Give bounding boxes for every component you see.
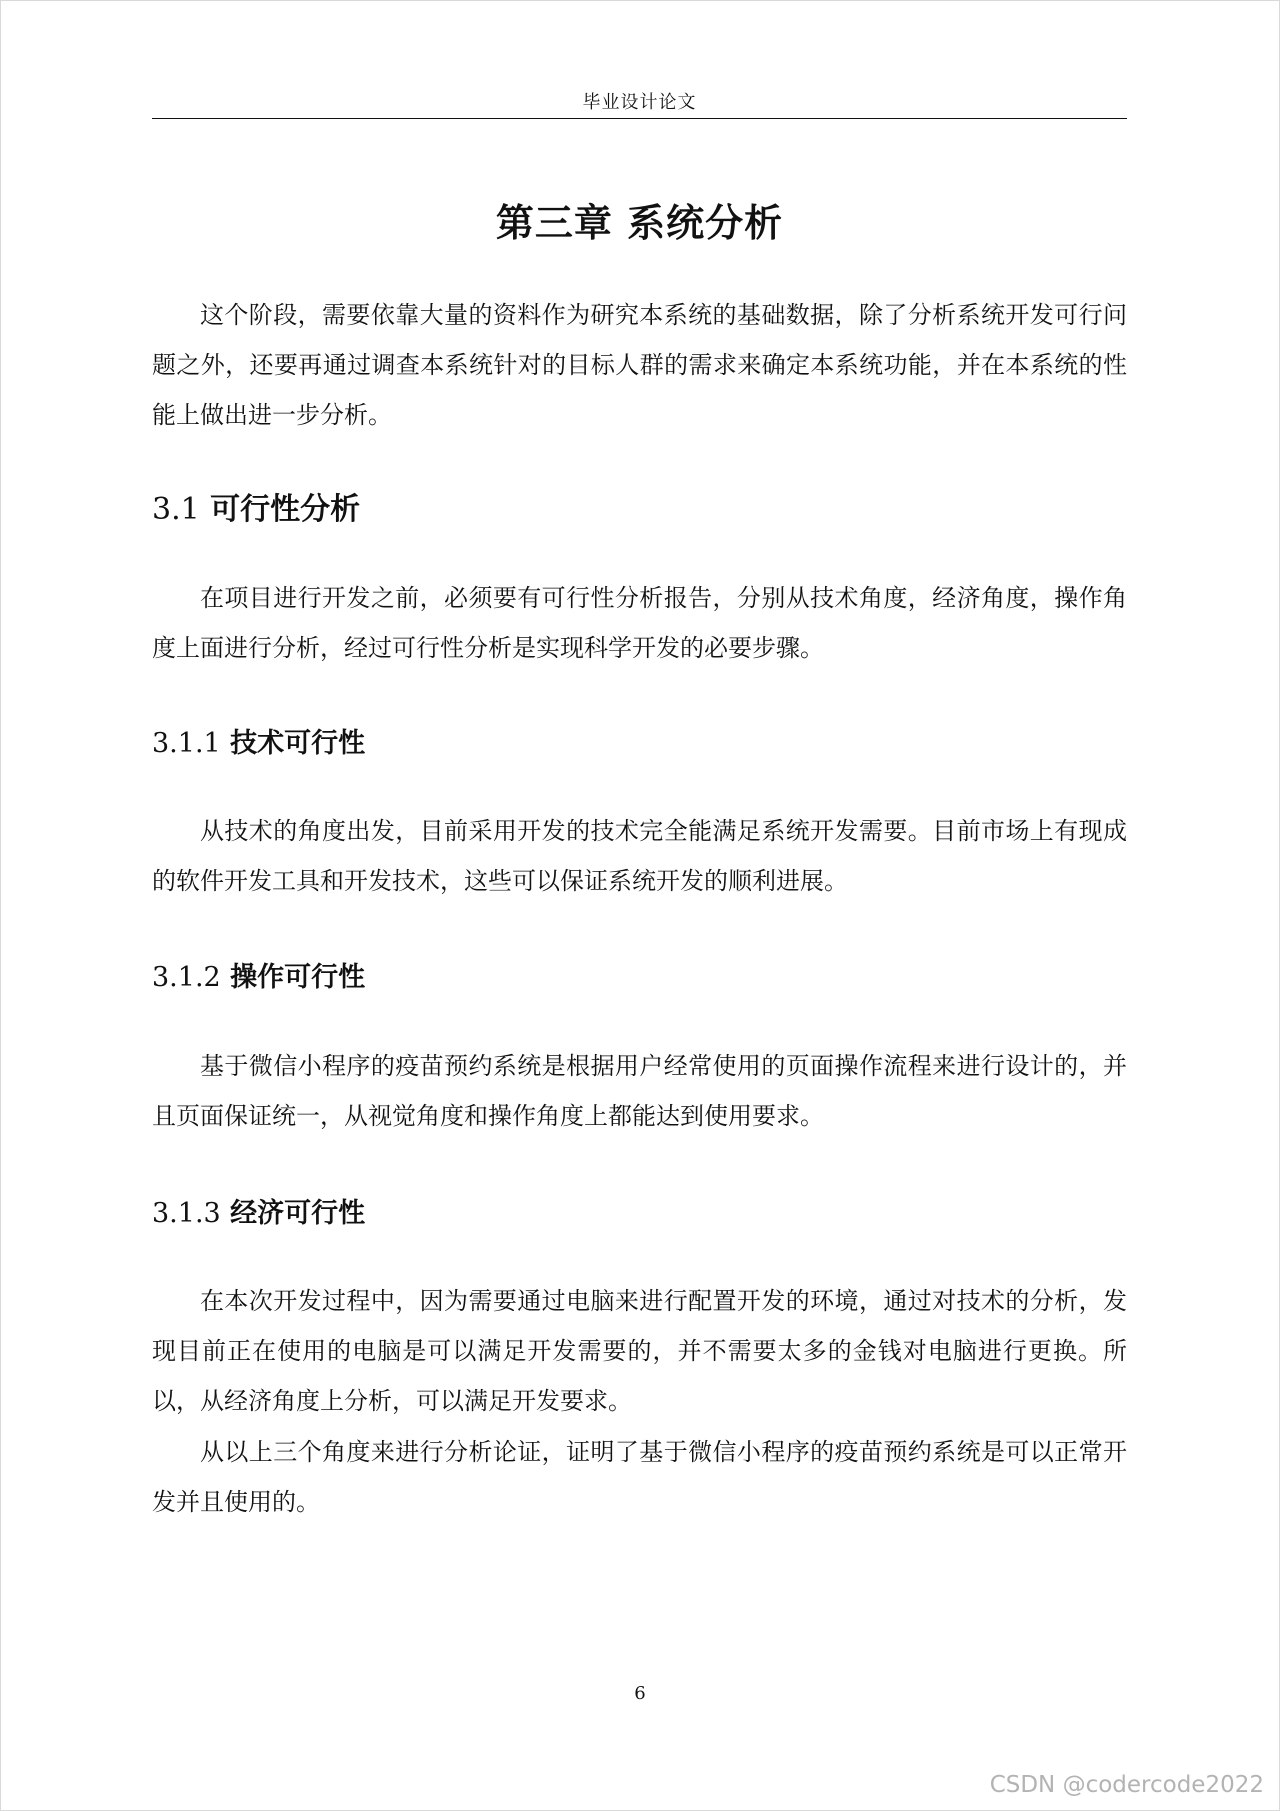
section-title: 技术可行性 — [230, 728, 366, 759]
page-number: 6 — [634, 1683, 646, 1704]
section-number: 3.1.1 — [152, 728, 221, 759]
section-title: 操作可行性 — [230, 962, 366, 993]
intro-paragraph: 这个阶段，需要依靠大量的资料作为研究本系统的基础数据，除了分析系统开发可行问题之外，还要再通过调查本系统针对的目标人群的需求来确定本系统功能，并在本系统的性能上做出进一步分析。 — [152, 301, 1127, 429]
section-number: 3.1 — [152, 492, 200, 527]
section-title: 经济可行性 — [230, 1198, 366, 1229]
header-rule — [152, 118, 1127, 119]
operational-paragraph: 基于微信小程序的疫苗预约系统是根据用户经常使用的页面操作流程来进行设计的，并且页面保证统一，从视觉角度和操作角度上都能达到使用要求。 — [152, 1052, 1127, 1130]
section-heading-3-1 — [152, 484, 1127, 528]
chapter-title: 第三章 系统分析 — [495, 201, 784, 245]
section-title: 可行性分析 — [210, 492, 361, 527]
economic-paragraph: 在本次开发过程中，因为需要通过电脑来进行配置开发的环境，通过对技术的分析，发现目前正在使用的电脑是可以满足开发需要的，并不需要太多的金钱对电脑进行更换。所以，从经济角度上分析，可以满足开发要求。 — [152, 1287, 1127, 1415]
feasibility-paragraph: 在项目进行开发之前，必须要有可行性分析报告，分别从技术角度，经济角度，操作角度上面进行分析，经过可行性分析是实现科学开发的必要步骤。 — [152, 584, 1127, 662]
conclusion-paragraph: 从以上三个角度来进行分析论证，证明了基于微信小程序的疫苗预约系统是可以正常开发并且使用的。 — [152, 1438, 1127, 1516]
section-number: 3.1.3 — [152, 1198, 221, 1229]
section-heading-3-1-3 — [152, 1191, 1127, 1230]
running-header: 毕业设计论文 — [582, 92, 697, 113]
watermark: CSDN @codercode2022 — [989, 1772, 1264, 1798]
section-number: 3.1.2 — [152, 962, 221, 993]
section-heading-3-1-1 — [152, 721, 1127, 760]
technical-paragraph: 从技术的角度出发，目前采用开发的技术完全能满足系统开发需要。目前市场上有现成的软件开发工具和开发技术，这些可以保证系统开发的顺利进展。 — [152, 817, 1127, 895]
section-heading-3-1-2 — [152, 955, 1127, 994]
